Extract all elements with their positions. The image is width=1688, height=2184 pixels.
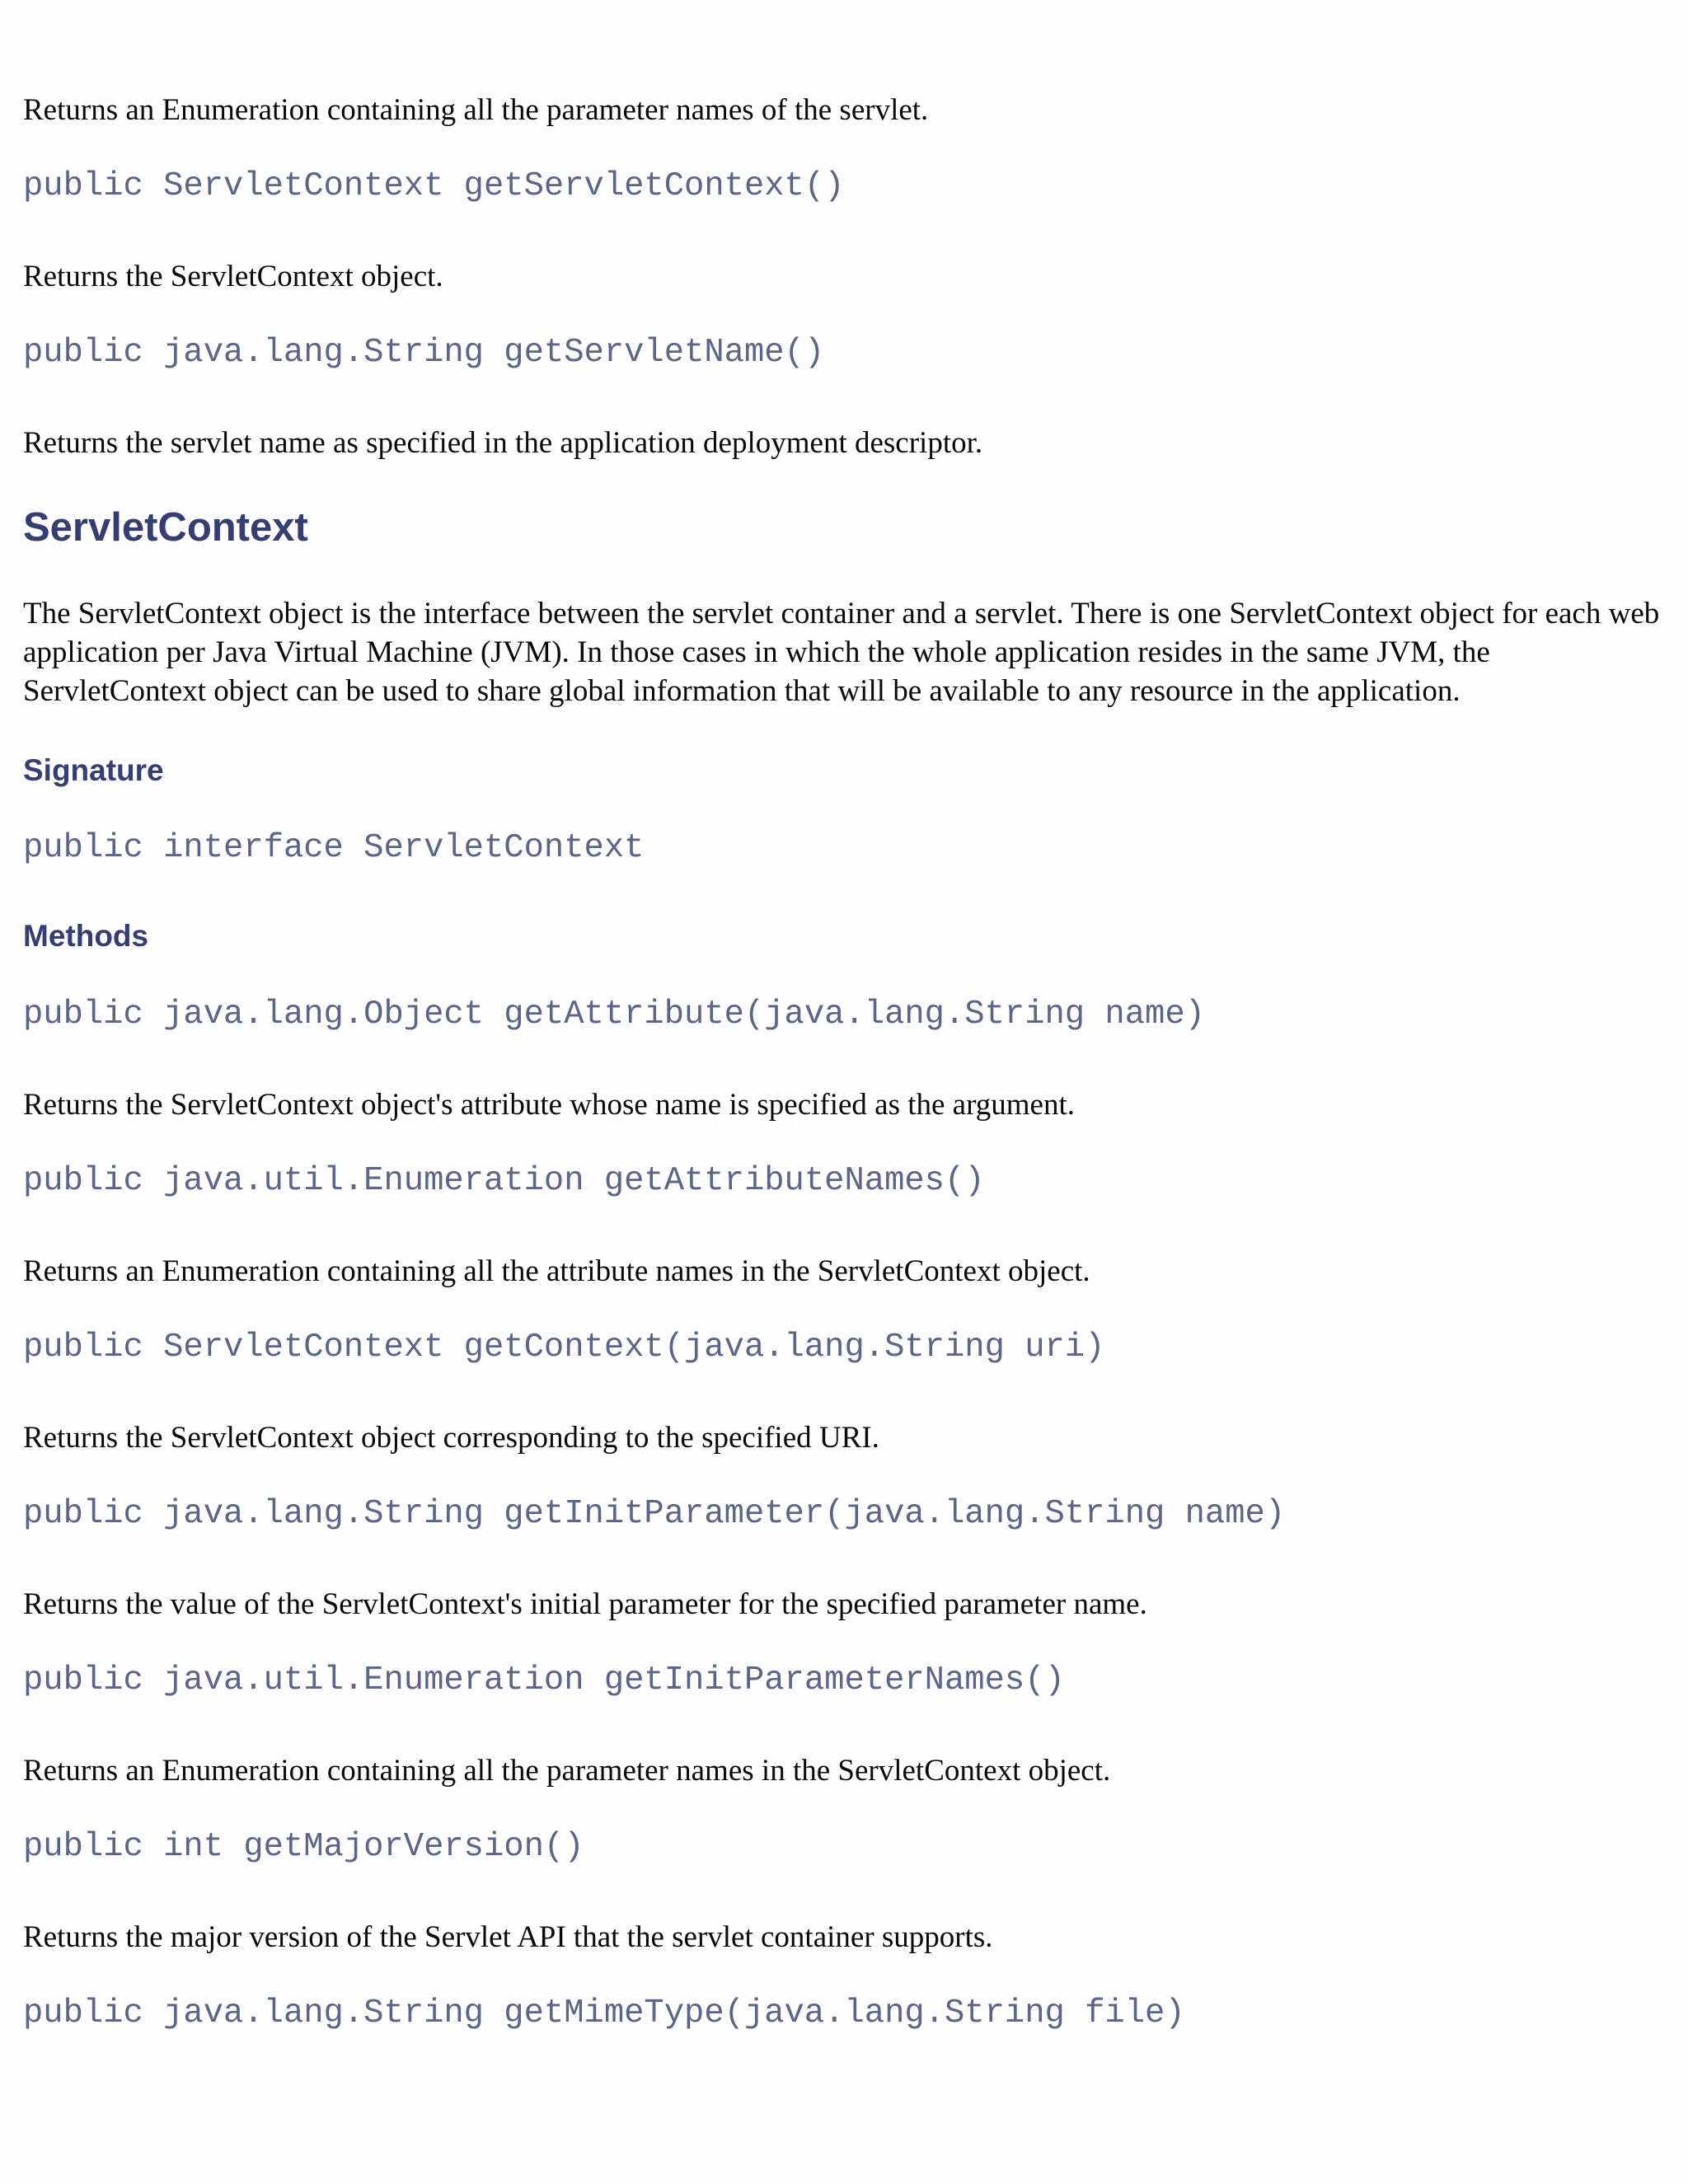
section-title: ServletContext (23, 505, 308, 550)
method-description: Returns an Enumeration containing all the parameter names in the ServletContext object. (23, 1754, 1111, 1788)
method-signature: public java.lang.String getMimeType(java.lang.String file) (23, 1994, 1185, 2032)
method-description: Returns the ServletContext object's attribute whose name is specified as the argument. (23, 1088, 1075, 1122)
enum-param-names-description: Returns an Enumeration containing all the parameter names of the servlet. (23, 93, 929, 127)
methods-heading: Methods (23, 919, 149, 953)
method-signature: public int getMajorVersion() (23, 1828, 584, 1866)
signature-heading: Signature (23, 753, 164, 787)
method-signature: public ServletContext getContext(java.lang.String uri) (23, 1329, 1105, 1366)
method-description: Returns an Enumeration containing all the attribute names in the ServletContext object. (23, 1254, 1090, 1288)
method-description: Returns the major version of the Servlet API that the servlet container supports. (23, 1920, 993, 1954)
get-servlet-context-signature: public ServletContext getServletContext() (23, 167, 845, 205)
method-signature: public java.lang.Object getAttribute(java.lang.String name) (23, 996, 1205, 1033)
method-signature: public java.util.Enumeration getAttributeNames() (23, 1162, 985, 1200)
get-servlet-context-description: Returns the ServletContext object. (23, 260, 443, 293)
method-description: Returns the ServletContext object corresponding to the specified URI. (23, 1421, 879, 1455)
get-servlet-name-description: Returns the servlet name as specified in the application deployment descriptor. (23, 426, 983, 460)
method-signature: public java.lang.String getInitParameter(java.lang.String name) (23, 1495, 1286, 1533)
method-signature: public java.util.Enumeration getInitParameterNames() (23, 1661, 1065, 1699)
interface-signature: public interface ServletContext (23, 829, 645, 867)
get-servlet-name-signature: public java.lang.String getServletName() (23, 334, 825, 372)
section-description: The ServletContext object is the interface between the servlet container and a servlet. There is one ServletContext object for each web application per Java Virtual Machine (JVM). In those cases in which the whole application resides in the same JVM, the ServletContext object can be used to share global information that will be available to any resource in the application. (23, 597, 1660, 708)
method-description: Returns the value of the ServletContext's initial parameter for the specified parameter name. (23, 1587, 1147, 1621)
